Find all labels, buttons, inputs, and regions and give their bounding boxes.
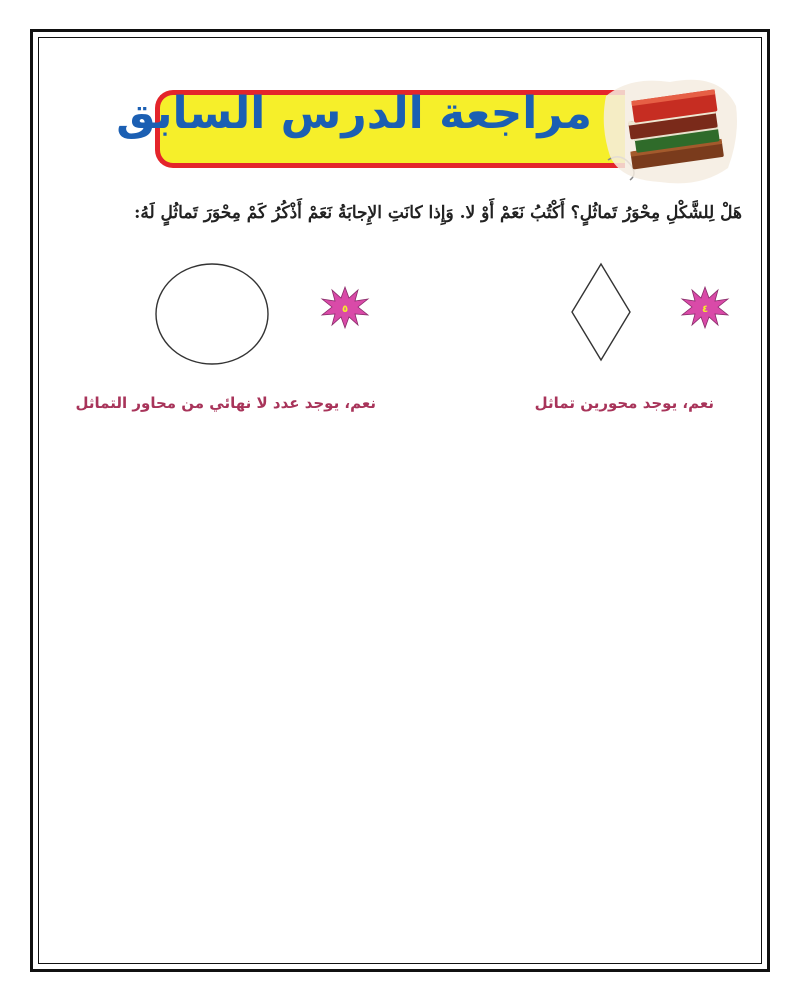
item-5-number: ٥ <box>341 304 349 315</box>
page-title: مراجعة الدرس السابق <box>116 88 592 139</box>
item-5-answer: نعم، يوجد عدد لا نهائي من محاور التماثل <box>75 394 376 412</box>
title-banner <box>116 84 660 174</box>
circle-shape <box>150 258 274 370</box>
instruction-text: هَلْ لِلشَّكْلِ مِحْوَرُ تَماثُلٍ؟ أَكْتُبُ نَعَمْ أَوْ لا. وَإِذا كانَتِ الإِجابَةُ نَعَمْ أَذْكُرُ كَمْ مِحْوَرَ تَماثُلٍ لَهُ: <box>134 203 742 223</box>
rhombus-shape <box>566 258 636 364</box>
item-4-number: ٤ <box>701 304 709 315</box>
item-4-badge <box>680 285 730 330</box>
item-5-badge <box>320 285 370 330</box>
item-4-answer: نعم، يوجد محورين تماثل <box>534 394 714 412</box>
books-icon <box>600 76 740 188</box>
